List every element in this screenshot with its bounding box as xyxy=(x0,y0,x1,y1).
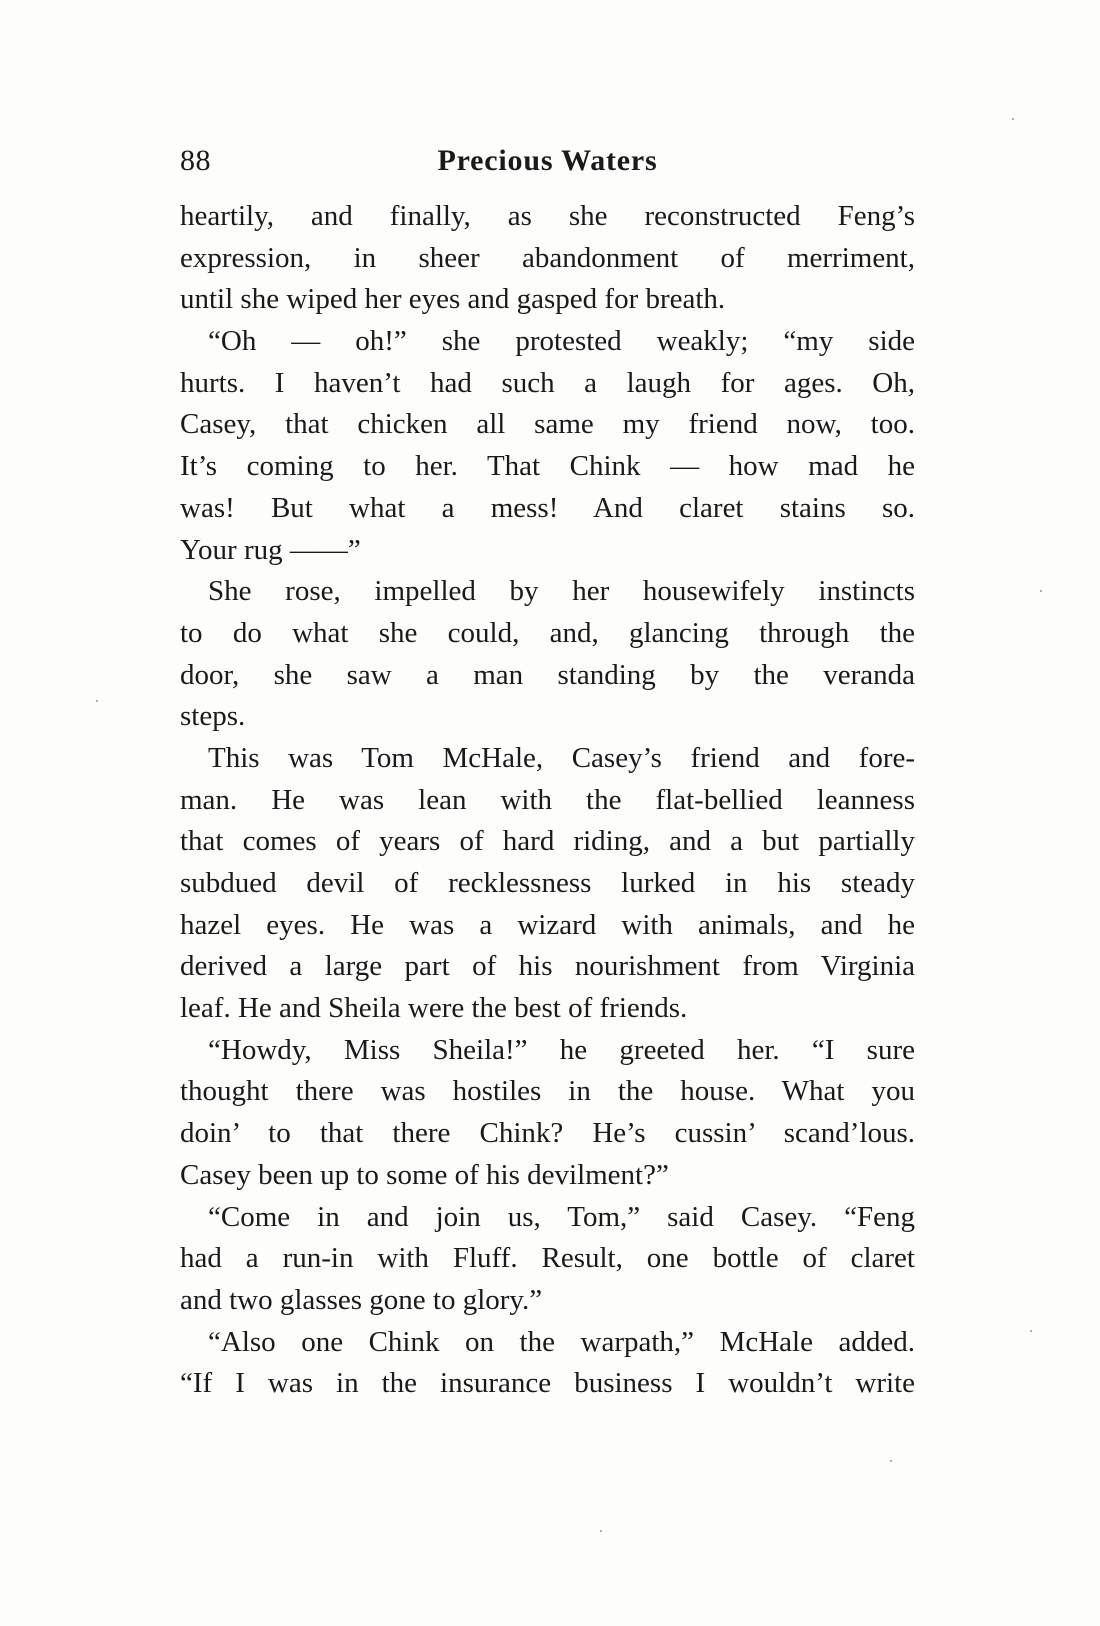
text-line: She rose, impelled by her housewifely instincts xyxy=(208,575,915,608)
running-title: Precious Waters xyxy=(437,144,658,177)
scan-speck xyxy=(96,700,98,702)
scan-speck xyxy=(1030,1330,1032,1332)
text-line: subdued devil of recklessness lurked in his steady xyxy=(180,867,915,899)
text-line: thought there was hostiles in the house. What you xyxy=(180,1075,915,1108)
text-line: “Oh — oh!” she protested weakly; “my side xyxy=(208,325,915,358)
text-line: Your rug ——” xyxy=(180,533,361,566)
text-line: “Howdy, Miss Sheila!” he greeted her. “I sure xyxy=(208,1033,915,1066)
scan-speck xyxy=(1040,590,1042,592)
scan-speck xyxy=(600,1530,602,1532)
text-line: “Also one Chink on the warpath,” McHale added. xyxy=(208,1325,915,1358)
text-line: that comes of years of hard riding, and a but partially xyxy=(180,825,915,858)
text-line: door, she saw a man standing by the veranda xyxy=(180,658,915,691)
text-line: hurts. I haven’t had such a laugh for ages. Oh, xyxy=(180,366,915,399)
text-line: steps. xyxy=(180,700,246,733)
text-line: This was Tom McHale, Casey’s friend and fore- xyxy=(208,741,915,774)
text-line: had a run-in with Fluff. Result, one bottle of claret xyxy=(180,1242,915,1275)
text-line: Casey, that chicken all same my friend now, too. xyxy=(180,408,915,441)
text-line: Casey been up to some of his devilment?” xyxy=(180,1158,669,1191)
text-line: “If I was in the insurance business I wouldn’t write xyxy=(180,1367,915,1400)
text-line: doin’ to that there Chink? He’s cussin’ scand’lous. xyxy=(180,1117,915,1150)
text-line: was! But what a mess! And claret stains so. xyxy=(180,491,915,524)
scan-speck xyxy=(890,1460,892,1462)
text-line: It’s coming to her. That Chink — how mad he xyxy=(180,450,915,483)
text-line: until she wiped her eyes and gasped for breath. xyxy=(180,283,726,316)
page-header xyxy=(180,138,915,184)
text-line: “Come in and join us, Tom,” said Casey. “Feng xyxy=(208,1200,915,1233)
body-text xyxy=(180,196,915,1405)
text-line: to do what she could, and, glancing through the xyxy=(180,616,915,649)
text-line: and two glasses gone to glory.” xyxy=(180,1283,543,1316)
scan-speck xyxy=(1012,118,1014,120)
text-line: derived a large part of his nourishment from Virginia xyxy=(180,950,915,983)
text-line: expression, in sheer abandonment of merriment, xyxy=(180,241,915,274)
text-line: hazel eyes. He was a wizard with animals, and he xyxy=(180,908,915,941)
text-line: man. He was lean with the flat-bellied leanness xyxy=(180,783,915,816)
text-line: leaf. He and Sheila were the best of friends. xyxy=(180,992,688,1025)
text-line: heartily, and finally, as she reconstructed Feng’s xyxy=(180,200,915,232)
page-number: 88 xyxy=(180,144,211,177)
